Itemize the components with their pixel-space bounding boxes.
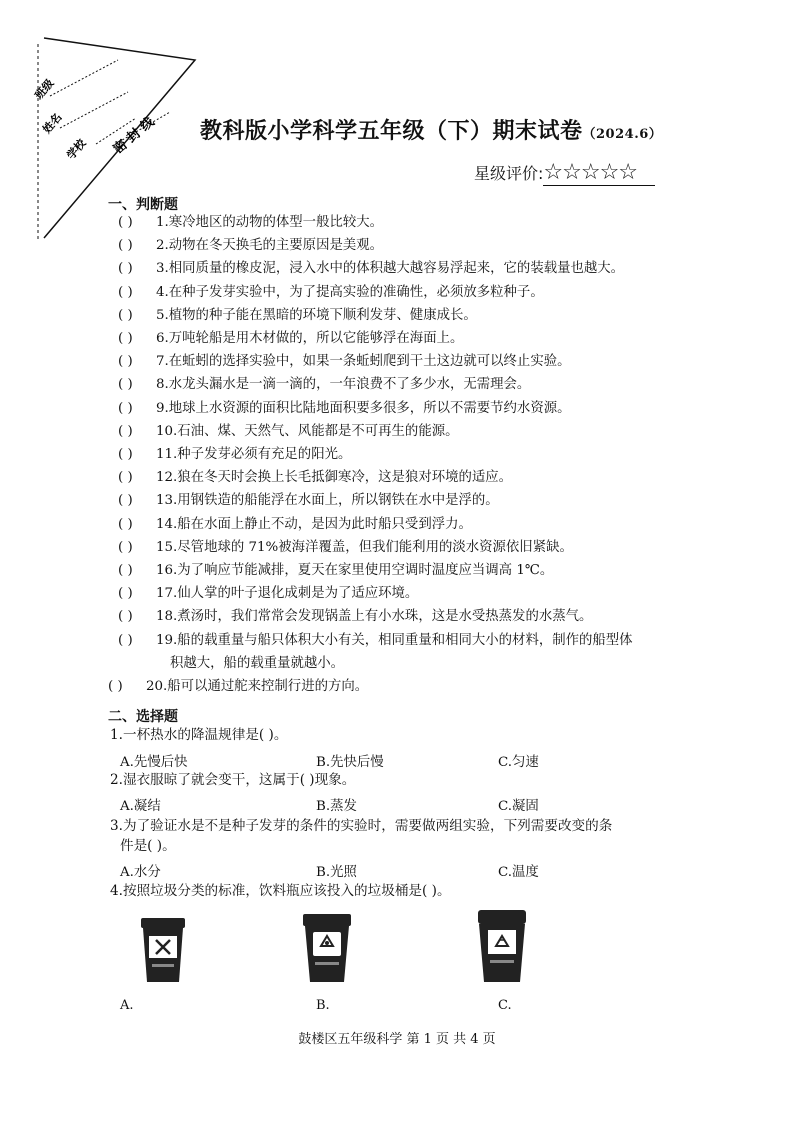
question-2-option-a: A.凝结 [120, 799, 161, 814]
true-false-statement: 13.用钢铁造的船能浮在水面上，所以钢铁在水中是浮的。 [156, 493, 499, 509]
name-field-label: 姓名 [40, 110, 65, 136]
true-false-statement: 3.相同质量的橡皮泥，浸入水中的体积越大越容易浮起来，它的装载量也越大。 [156, 261, 625, 277]
exam-title [200, 114, 662, 145]
answer-blank[interactable]: ( ) [118, 238, 133, 254]
true-false-statement: 15.尽管地球的 71%被海洋覆盖，但我们能利用的淡水资源依旧紧缺。 [156, 539, 573, 555]
star-rating [474, 160, 655, 185]
true-false-statement: 1.寒冷地区的动物的体型一般比较大。 [156, 215, 384, 230]
answer-blank[interactable]: ( ) [118, 307, 133, 323]
true-false-statement: 20.船可以通过舵来控制行进的方向。 [146, 679, 369, 694]
question-1-stem: 1.一杯热水的降温规律是( )。 [110, 727, 288, 743]
true-false-statement: 18.煮汤时，我们常常会发现锅盖上有小水珠，这是水受热蒸发的水蒸气。 [156, 609, 593, 625]
true-false-statement: 6.万吨轮船是用木材做的，所以它能够浮在海面上。 [156, 331, 464, 346]
exam-date: （2024.6） [582, 127, 663, 142]
question-1-option-b: B.先快后慢 [316, 755, 384, 770]
answer-blank[interactable]: ( ) [118, 400, 133, 416]
section-heading-true-false: 一、判断题 [108, 197, 178, 213]
true-false-statement: 19.船的载重量与船只体积大小有关，相同重量和相同大小的材料，制作的船型体 [156, 632, 633, 648]
true-false-statement: 5.植物的种子能在黑暗的环境下顺利发芽、健康成长。 [156, 307, 477, 323]
question-1-option-a: A.先慢后快 [120, 755, 188, 770]
answer-blank[interactable]: ( ) [108, 679, 123, 694]
true-false-item [118, 468, 512, 488]
recycle-symbol-bin-icon [476, 908, 528, 984]
true-false-statement-cont: 积越大，船的载重量就越小。 [170, 655, 345, 671]
question-3-option-c: C.温度 [498, 865, 539, 880]
true-false-item [118, 329, 463, 349]
true-false-item [118, 422, 459, 442]
answer-blank[interactable]: ( ) [118, 261, 133, 277]
answer-blank[interactable]: ( ) [118, 447, 133, 462]
bin-option-c: C. [498, 998, 512, 1013]
true-false-item [118, 375, 530, 395]
true-false-statement: 12.狼在冬天时会换上长毛抵御寒冷，这是狼对环境的适应。 [156, 470, 513, 486]
school-field-label: 学校 [64, 136, 89, 162]
class-field-label: 班级 [32, 76, 57, 102]
true-false-item [118, 352, 571, 372]
true-false-item [118, 631, 633, 671]
true-false-statement: 2.动物在冬天换毛的主要原因是美观。 [156, 238, 384, 254]
question-4-stem: 4.按照垃圾分类的标准，饮料瓶应该投入的垃圾桶是( )。 [110, 883, 451, 899]
answer-blank[interactable]: ( ) [118, 539, 133, 555]
answer-blank[interactable]: ( ) [118, 215, 133, 230]
recyclable-bin-icon [302, 912, 352, 984]
question-3-option-b: B.光照 [316, 865, 357, 880]
seal-line-label: 密 封 线 [110, 114, 158, 158]
question-3-stem: 3.为了验证水是不是种子发芽的条件的实验时，需要做两组实验，下列需要改变的条 [110, 818, 613, 834]
question-2-option-b: B.蒸发 [316, 799, 357, 814]
question-3-stem-cont: 件是( )。 [120, 838, 176, 854]
answer-blank[interactable]: ( ) [118, 563, 133, 578]
answer-blank[interactable]: ( ) [118, 493, 133, 509]
true-false-item [118, 515, 472, 535]
answer-blank[interactable]: ( ) [118, 632, 133, 648]
true-false-item [118, 491, 499, 511]
question-1-option-c: C.匀速 [498, 755, 539, 770]
answer-blank[interactable]: ( ) [118, 331, 133, 346]
question-2-option-c: C.凝固 [498, 799, 539, 814]
true-false-item [118, 283, 544, 303]
true-false-item [118, 306, 477, 326]
rating-stars: ☆☆☆☆☆ [543, 160, 655, 186]
bin-option-b: B. [316, 998, 330, 1013]
true-false-statement: 11.种子发芽必须有充足的阳光。 [156, 447, 352, 462]
true-false-statement: 16.为了响应节能减排，夏天在家里使用空调时温度应当调高 1℃。 [156, 563, 554, 578]
question-3-option-a: A.水分 [120, 865, 161, 880]
true-false-item [118, 399, 571, 419]
true-false-statement: 8.水龙头漏水是一滴一滴的，一年浪费不了多少水，无需理会。 [156, 377, 531, 393]
answer-blank[interactable]: ( ) [118, 423, 133, 439]
true-false-statement: 9.地球上水资源的面积比陆地面积要多很多，所以不需要节约水资源。 [156, 400, 571, 416]
answer-blank[interactable]: ( ) [118, 284, 133, 300]
true-false-item [118, 445, 351, 465]
exam-title-text: 教科版小学科学五年级（下）期末试卷 [200, 119, 583, 144]
answer-blank[interactable]: ( ) [118, 516, 133, 532]
true-false-item [118, 259, 624, 279]
answer-blank[interactable]: ( ) [118, 609, 133, 625]
answer-blank[interactable]: ( ) [118, 377, 133, 393]
other-waste-bin-icon [140, 914, 186, 984]
true-false-item [118, 538, 573, 558]
answer-blank[interactable]: ( ) [118, 586, 133, 602]
true-false-item [118, 561, 553, 581]
true-false-statement: 10.石油、煤、天然气、风能都是不可再生的能源。 [156, 423, 459, 439]
true-false-item [118, 236, 383, 256]
true-false-statement: 7.在蚯蚓的选择实验中，如果一条蚯蚓爬到干土这边就可以终止实验。 [156, 354, 571, 370]
true-false-item [118, 213, 383, 233]
section-heading-choice: 二、选择题 [108, 709, 178, 725]
answer-blank[interactable]: ( ) [118, 354, 133, 370]
true-false-item [118, 607, 592, 627]
true-false-statement: 4.在种子发芽实验中，为了提高实验的准确性，必须放多粒种子。 [156, 284, 544, 300]
page-footer: 鼓楼区五年级科学 第 1 页 共 4 页 [298, 1032, 496, 1047]
true-false-statement: 14.船在水面上静止不动，是因为此时船只受到浮力。 [156, 516, 472, 532]
answer-blank[interactable]: ( ) [118, 470, 133, 486]
bin-option-a: A. [120, 998, 134, 1013]
true-false-item [108, 677, 368, 697]
true-false-item [118, 584, 418, 604]
question-2-stem: 2.湿衣服晾了就会变干，这属于( )现象。 [110, 772, 356, 788]
rating-label: 星级评价: [474, 164, 544, 183]
true-false-statement: 17.仙人掌的叶子退化成刺是为了适应环境。 [156, 586, 419, 602]
